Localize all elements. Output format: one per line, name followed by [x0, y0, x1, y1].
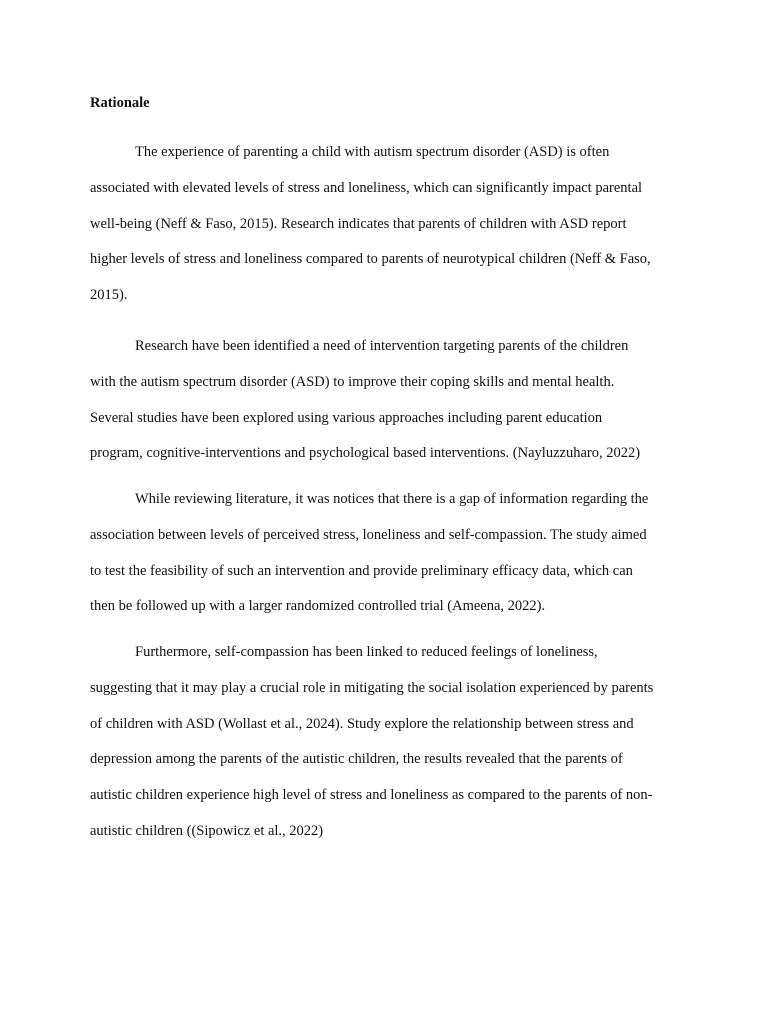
paragraph-line: Research have been identified a need of intervention targeting parents of the children — [135, 338, 629, 354]
paragraph-line: Several studies have been explored using various approaches including parent education — [90, 409, 603, 426]
paragraph-line: The experience of parenting a child with autism spectrum disorder (ASD) is often — [135, 144, 610, 160]
paragraph-line: Furthermore, self-compassion has been linked to reduced feelings of loneliness, — [135, 644, 598, 660]
paragraph-line: While reviewing literature, it was notices that there is a gap of information regarding the — [135, 491, 649, 507]
paragraph-line: program, cognitive-interventions and psychological based interventions. (Nayluzzuharo, 2022) — [90, 445, 641, 462]
paragraph-line: suggesting that it may play a crucial role in mitigating the social isolation experienced by parents — [90, 679, 654, 696]
paragraph-4 — [90, 635, 680, 850]
section-heading: Rationale — [90, 95, 150, 111]
paragraph-1 — [90, 135, 680, 314]
paragraph-line: well-being (Neff & Faso, 2015). Research indicates that parents of children with ASD report — [90, 215, 627, 232]
paragraph-3 — [90, 482, 680, 625]
paragraph-line: association between levels of perceived stress, loneliness and self-compassion. The study aimed — [90, 526, 647, 543]
paragraph-line: associated with elevated levels of stress and loneliness, which can significantly impact parental — [90, 179, 643, 196]
paragraph-line: higher levels of stress and loneliness compared to parents of neurotypical children (Neff & Faso, — [90, 251, 651, 268]
paragraph-line: depression among the parents of the autistic children, the results revealed that the parents of — [90, 751, 623, 768]
paragraph-line: autistic children experience high level of stress and loneliness as compared to the parents of non- — [90, 787, 653, 804]
paragraph-line: of children with ASD (Wollast et al., 2024). Study explore the relationship between stress and — [90, 715, 634, 732]
paragraph-line: autistic children ((Sipowicz et al., 2022) — [90, 822, 324, 839]
paragraph-line: 2015). — [90, 287, 128, 304]
paragraph-line: with the autism spectrum disorder (ASD) to improve their coping skills and mental health. — [90, 373, 615, 390]
paragraph-2 — [90, 329, 680, 472]
paragraph-line: to test the feasibility of such an intervention and provide preliminary efficacy data, which can — [90, 562, 633, 579]
paragraph-line: then be followed up with a larger randomized controlled trial (Ameena, 2022). — [90, 598, 546, 615]
